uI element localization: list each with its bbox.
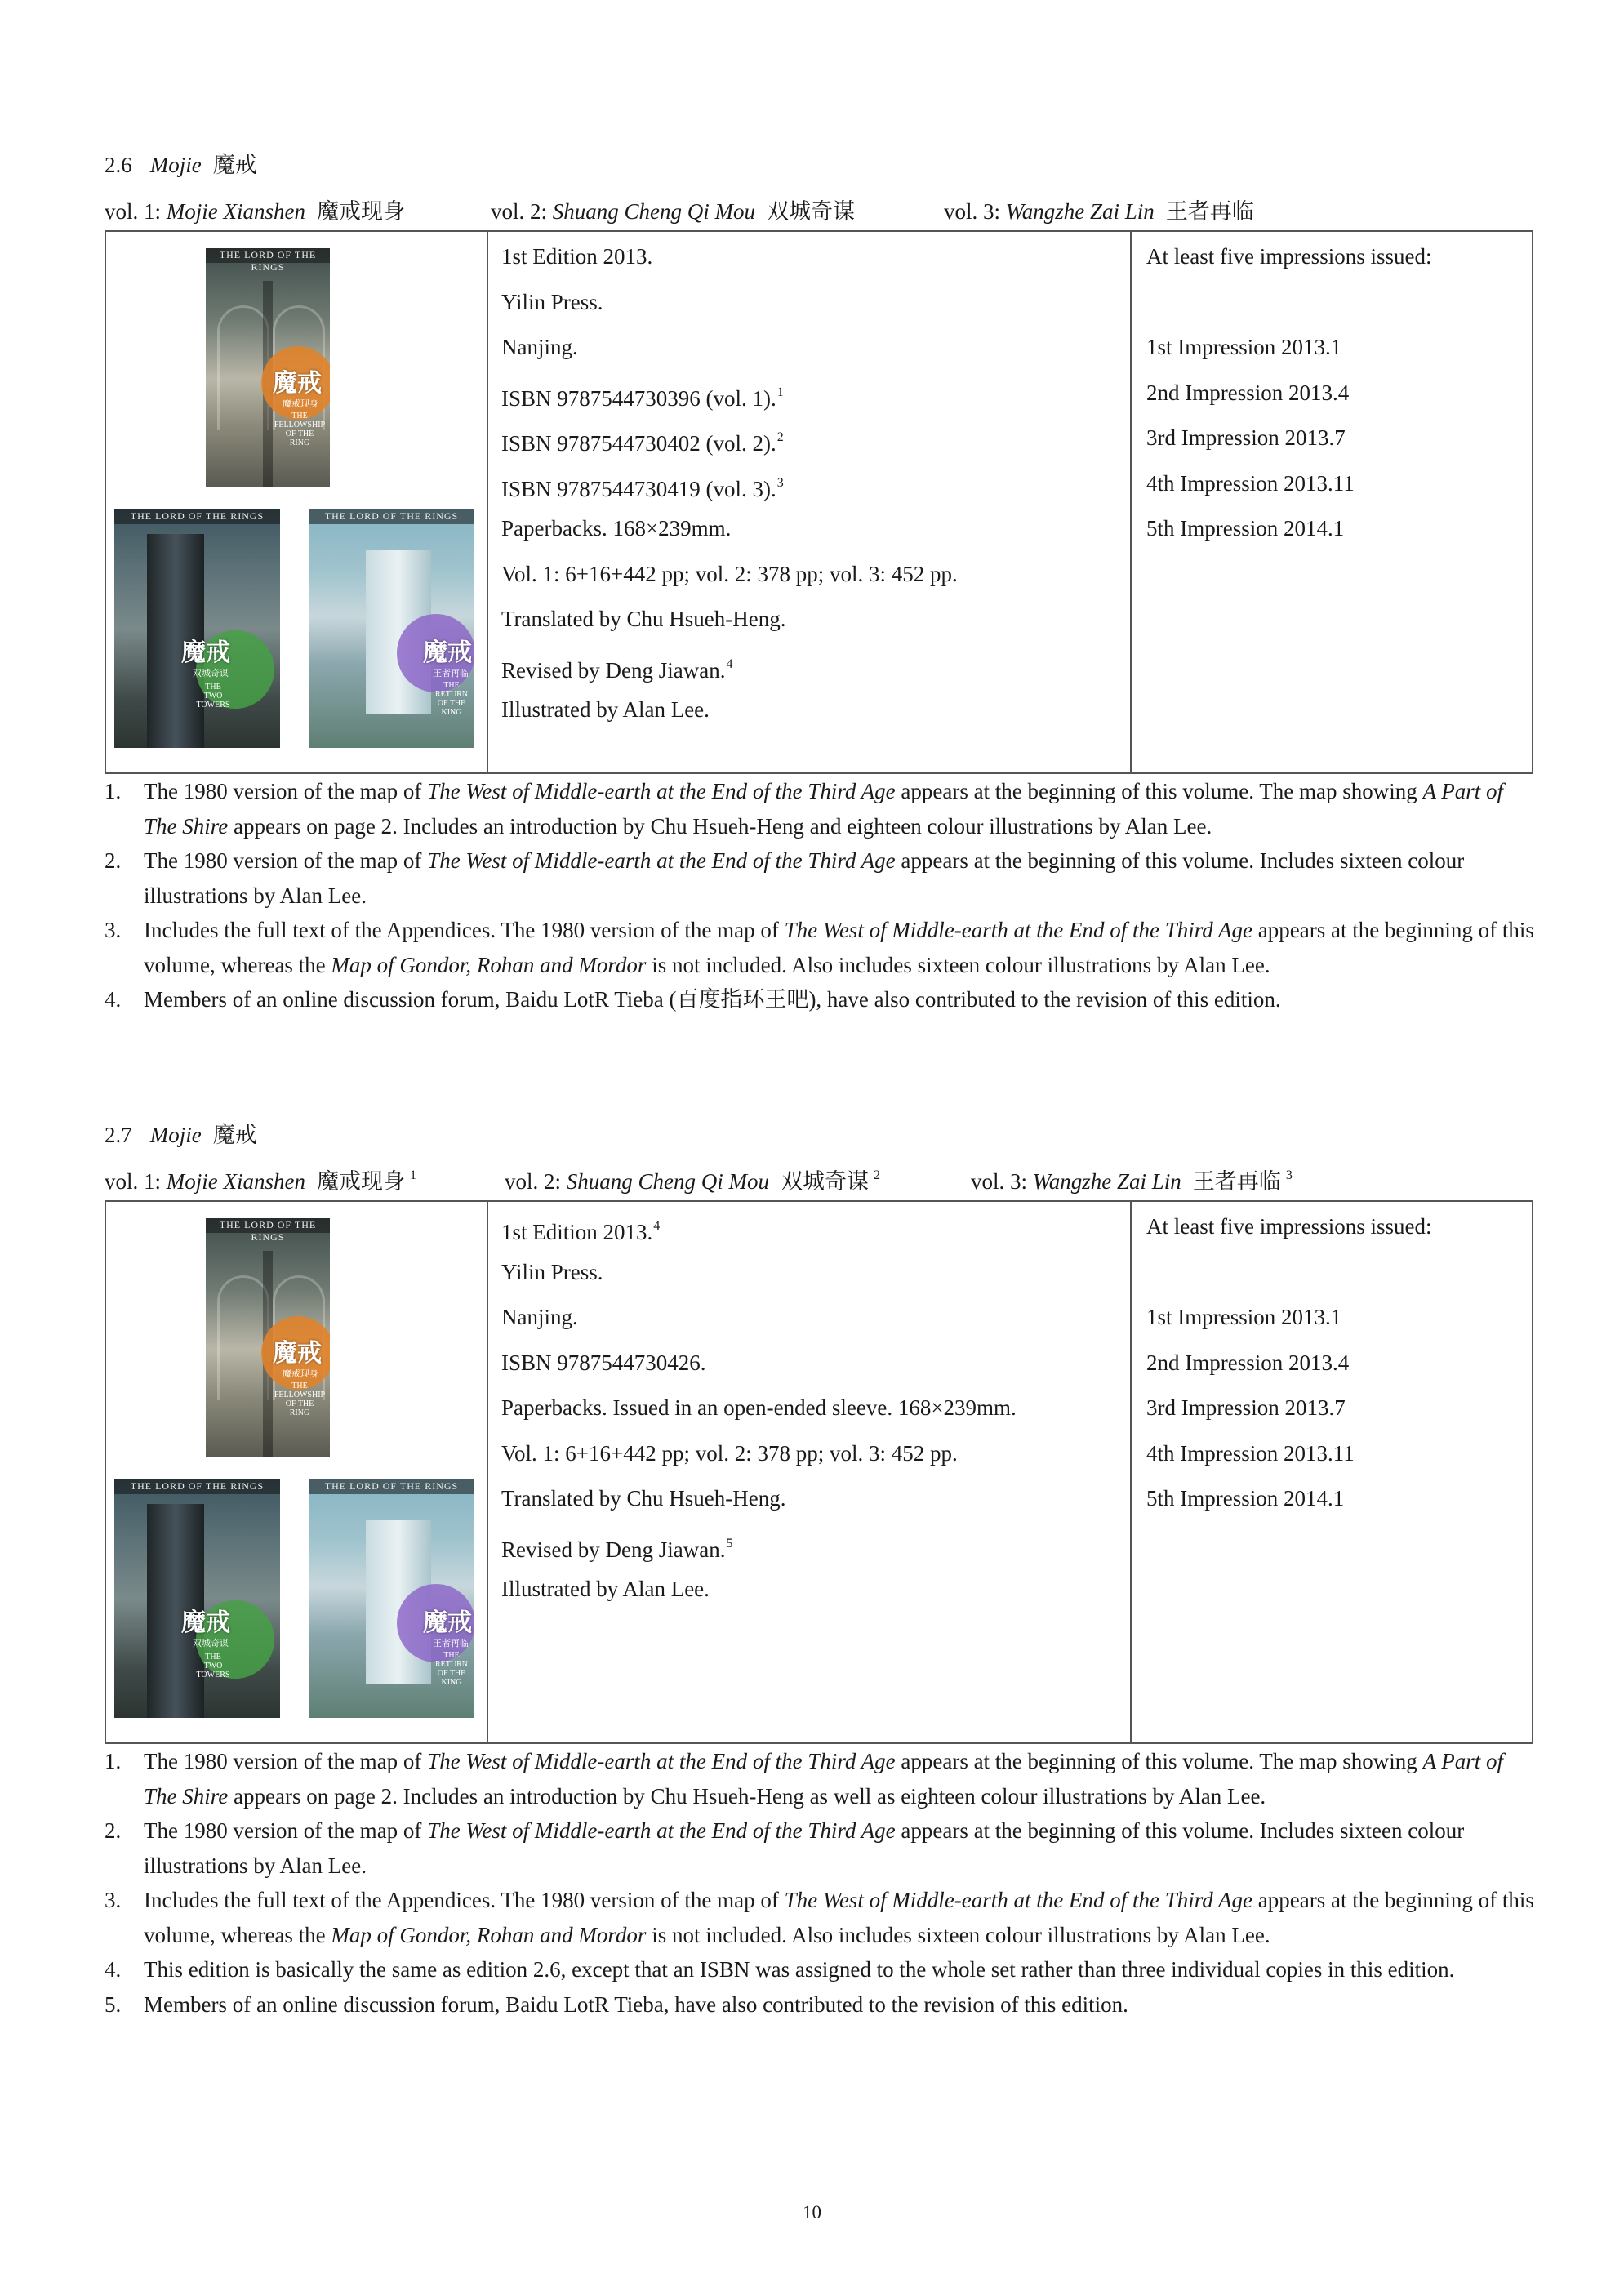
volume-prefix: vol. 3:: [971, 1169, 1033, 1194]
cover-english-word: KING: [441, 708, 462, 717]
cover-subtitle: 魔戒现身: [283, 1368, 318, 1379]
volume-roman: Wangzhe Zai Lin: [1005, 199, 1155, 224]
detail-line: [501, 1437, 1130, 1483]
book-cover-image: [114, 1479, 280, 1718]
cover-english-word: TWO: [203, 1662, 223, 1671]
volume-title: [971, 1164, 1293, 1195]
footnote-text: The 1980 version of the map of: [144, 1818, 428, 1843]
footnote: [105, 1883, 1542, 1952]
footnote-ref: 1: [409, 1168, 416, 1182]
impression-item: [1146, 376, 1522, 422]
cover-english-word: TOWERS: [196, 1671, 230, 1680]
cover-english-title: [271, 1382, 328, 1417]
impressions-header-text: At least five impressions issued:: [1146, 1214, 1432, 1239]
footnote: [105, 1952, 1542, 1987]
impression-text: 3rd Impression 2013.7: [1146, 1395, 1346, 1420]
cover-brand: THE LORD OF THE RINGS: [130, 510, 265, 522]
footnote: [105, 1744, 1542, 1813]
cover-subtitle: 王者再临: [433, 668, 469, 679]
impression-item: [1146, 1391, 1522, 1437]
section-title: [105, 1117, 257, 1149]
impression-item: [1146, 421, 1522, 467]
detail-text: Illustrated by Alan Lee.: [501, 697, 710, 722]
cover-arch: [217, 305, 269, 430]
cover-english-title: [271, 412, 328, 447]
book-cover-image: [309, 1479, 474, 1718]
cover-title: 魔戒: [273, 1339, 322, 1368]
detail-line: [501, 1482, 1130, 1528]
impression-text: 5th Impression 2014.1: [1146, 516, 1345, 541]
italic-title: The West of Middle-earth at the End of the Third Age: [427, 848, 896, 873]
detail-line: [501, 1391, 1130, 1437]
footnote-ref: 2: [776, 430, 784, 444]
detail-text: Revised by Deng Jiawan.: [501, 657, 726, 683]
volume-title: [491, 194, 855, 225]
cover-english-word: THE: [443, 1651, 460, 1660]
detail-line: [501, 467, 1130, 513]
footnote-text: is not included. Also includes sixteen colour illustrations by Alan Lee.: [646, 952, 1270, 977]
cover-english-word: KING: [441, 1678, 462, 1687]
footnote-ref: 4: [653, 1219, 661, 1233]
volume-roman: Shuang Cheng Qi Mou: [566, 1169, 769, 1194]
cover-english-word: FELLOWSHIP: [274, 420, 326, 429]
volume-roman: Mojie Xianshen: [166, 199, 305, 224]
volume-chinese: 王者再临: [1192, 1169, 1281, 1194]
cover-english-word: TOWERS: [196, 701, 230, 710]
blank-row: [1146, 1256, 1522, 1302]
footnote-number: 2.: [105, 1818, 122, 1843]
volume-title: [944, 194, 1254, 225]
volume-title: [105, 1164, 416, 1195]
book-cover-image: [206, 1218, 330, 1457]
cover-english-word: TWO: [203, 692, 223, 701]
volume-prefix: vol. 2:: [505, 1169, 567, 1194]
title-chinese: 魔戒: [212, 1123, 257, 1147]
cover-english-word: THE: [291, 1382, 308, 1391]
impression-item: [1146, 467, 1522, 513]
edition-details: [501, 1210, 1130, 1618]
footnote-number: 3.: [105, 918, 122, 942]
detail-line: [501, 512, 1130, 558]
volume-chinese: 魔戒现身: [316, 1169, 405, 1194]
book-cover-image: [114, 509, 280, 748]
cover-brand: THE LORD OF THE RINGS: [324, 510, 459, 522]
footnote-text: The 1980 version of the map of: [144, 848, 428, 873]
footnote: [105, 1987, 1542, 2022]
detail-line: [501, 558, 1130, 603]
impression-item: [1146, 331, 1522, 376]
footnote-text: appears on page 2. Includes an introduction by Chu Hsueh-Heng as well as eighteen colour illustrations by Alan Lee.: [228, 1783, 1266, 1809]
detail-text: Nanjing.: [501, 1305, 578, 1329]
cover-english-word: OF THE: [285, 1399, 314, 1408]
italic-title: A Part of The Shire: [144, 779, 1504, 839]
volume-prefix: vol. 1:: [105, 199, 167, 224]
cover-subtitle: 魔戒现身: [283, 398, 318, 409]
footnote-text: appears at the beginning of this volume. The map showing: [895, 779, 1423, 803]
impressions-list: [1146, 1210, 1522, 1528]
volume-title: [505, 1164, 880, 1195]
detail-line: [501, 421, 1130, 467]
detail-text: Yilin Press.: [501, 1259, 603, 1284]
footnote-number: 4.: [105, 1957, 122, 1982]
footnote-text: Includes the full text of the Appendices. The 1980 version of the map of: [144, 1888, 785, 1912]
impression-text: 1st Impression 2013.1: [1146, 335, 1342, 359]
impression-text: 4th Impression 2013.11: [1146, 1440, 1355, 1466]
detail-line: [501, 1210, 1130, 1256]
footnotes: [105, 774, 1542, 1017]
cover-english-title: [423, 1651, 474, 1687]
footnote-ref: 3: [776, 475, 784, 490]
italic-title: The West of Middle-earth at the End of the Third Age: [784, 918, 1253, 942]
cover-english-word: FELLOWSHIP: [274, 1391, 326, 1399]
volume-chinese: 双城奇谋: [767, 199, 855, 224]
detail-line: [501, 1573, 1130, 1618]
column-divider: [1130, 1202, 1132, 1742]
detail-text: Paperbacks. 168×239mm.: [501, 516, 732, 541]
cover-brand: THE LORD OF THE RINGS: [219, 249, 317, 273]
footnote-text: The 1980 version of the map of: [144, 1749, 428, 1773]
title-roman: Mojie: [149, 153, 202, 177]
column-divider: [1130, 232, 1132, 772]
volume-prefix: vol. 3:: [944, 199, 1006, 224]
cover-subtitle: 王者再临: [433, 1638, 469, 1649]
volume-chinese: 双城奇谋: [781, 1169, 869, 1194]
impressions-header: [1146, 1210, 1522, 1256]
footnote-ref: 3: [1285, 1168, 1293, 1182]
cover-english-word: RETURN: [435, 1660, 468, 1669]
impression-item: [1146, 512, 1522, 558]
cover-english-word: THE: [443, 681, 460, 690]
edition-table: [105, 230, 1533, 774]
cover-title: 魔戒: [181, 1609, 230, 1637]
footnotes: [105, 1744, 1542, 2022]
detail-text: 1st Edition 2013.: [501, 1220, 653, 1244]
blank-row: [1146, 286, 1522, 331]
footnote-text: appears at the beginning of this volume. Includes sixteen colour illustrations by Alan Lee.: [144, 848, 1465, 908]
title-roman: Mojie: [149, 1123, 202, 1147]
footnote-text: Includes the full text of the Appendices. The 1980 version of the map of: [144, 918, 785, 942]
detail-text: Nanjing.: [501, 335, 578, 359]
footnote-text: is not included. Also includes sixteen colour illustrations by Alan Lee.: [646, 1922, 1270, 1947]
detail-text: ISBN 9787544730396 (vol. 1).: [501, 385, 776, 411]
volume-chinese: 魔戒现身: [316, 199, 405, 224]
cover-subtitle: 双城奇谋: [193, 1638, 229, 1649]
cover-brand: THE LORD OF THE RINGS: [324, 1480, 459, 1492]
detail-text: Translated by Chu Hsueh-Heng.: [501, 607, 786, 631]
detail-line: [501, 240, 1130, 286]
impression-item: [1146, 1301, 1522, 1346]
cover-english-title: [185, 1653, 242, 1680]
impression-text: 1st Impression 2013.1: [1146, 1305, 1342, 1329]
impression-item: [1146, 1482, 1522, 1528]
impression-text: 2nd Impression 2013.4: [1146, 380, 1350, 405]
cover-images-cell: [106, 1202, 490, 1742]
detail-text: 1st Edition 2013.: [501, 244, 653, 269]
detail-text: ISBN 9787544730426.: [501, 1350, 706, 1375]
impression-text: 5th Impression 2014.1: [1146, 1486, 1345, 1511]
cover-english-word: RING: [289, 1408, 310, 1417]
cover-english-word: OF THE: [437, 699, 466, 708]
impression-item: [1146, 1346, 1522, 1392]
edition-table: [105, 1200, 1533, 1744]
volume-prefix: vol. 2:: [491, 199, 553, 224]
footnote-text: appears at the beginning of this volume, whereas the: [144, 1888, 1534, 1947]
volume-roman: Shuang Cheng Qi Mou: [552, 199, 755, 224]
detail-text: Translated by Chu Hsueh-Heng.: [501, 1486, 786, 1511]
impression-text: 4th Impression 2013.11: [1146, 470, 1355, 496]
italic-title: Map of Gondor, Rohan and Mordor: [331, 1922, 647, 1947]
volume-prefix: vol. 1:: [105, 1169, 167, 1194]
section-title: [105, 147, 257, 179]
footnote-number: 2.: [105, 848, 122, 873]
footnote-text: This edition is basically the same as edition 2.6, except that an ISBN was assigned to the whole set rather than three individual copies in this edition.: [144, 1957, 1455, 1982]
detail-line: [501, 1301, 1130, 1346]
detail-text: Vol. 1: 6+16+442 pp; vol. 2: 378 pp; vol. 3: 452 pp.: [501, 561, 958, 586]
detail-text: Yilin Press.: [501, 289, 603, 314]
italic-title: The West of Middle-earth at the End of the Third Age: [427, 1749, 896, 1773]
footnote-text: appears at the beginning of this volume. The map showing: [895, 1749, 1423, 1773]
footnote-ref: 2: [874, 1168, 880, 1182]
book-cover-image: [309, 509, 474, 748]
cover-english-word: RETURN: [435, 690, 468, 699]
cover-english-word: THE: [205, 683, 221, 692]
footnote-ref: 1: [776, 385, 784, 399]
cover-images-cell: [106, 232, 490, 772]
footnote-text: The 1980 version of the map of: [144, 779, 428, 803]
detail-line: [501, 1346, 1130, 1392]
detail-line: [501, 1256, 1130, 1302]
footnote-number: 5.: [105, 1991, 122, 2017]
cover-arch: [217, 1275, 269, 1400]
cover-english-word: THE: [205, 1653, 221, 1662]
footnote-ref: 4: [726, 656, 733, 671]
cover-brand: THE LORD OF THE RINGS: [130, 1480, 265, 1492]
section-number: 2.6: [105, 153, 132, 177]
detail-line: [501, 603, 1130, 648]
cover-title: 魔戒: [423, 639, 472, 667]
footnote-number: 1.: [105, 1749, 122, 1773]
detail-text: Illustrated by Alan Lee.: [501, 1577, 710, 1601]
detail-text: Vol. 1: 6+16+442 pp; vol. 2: 378 pp; vol. 3: 452 pp.: [501, 1440, 958, 1466]
detail-line: [501, 286, 1130, 331]
footnote-text: Members of an online discussion forum, Baidu LotR Tieba, have also contributed to the revision of this edition.: [144, 1991, 1128, 2017]
cover-english-word: OF THE: [285, 429, 314, 438]
footnote-text: appears at the beginning of this volume, whereas the: [144, 918, 1534, 977]
footnote: [105, 843, 1542, 913]
italic-title: A Part of The Shire: [144, 1749, 1504, 1809]
detail-line: [501, 331, 1130, 376]
footnote-number: 3.: [105, 1888, 122, 1912]
footnote: [105, 1813, 1542, 1883]
volume-title: [105, 194, 405, 225]
footnote-text: appears at the beginning of this volume. Includes sixteen colour illustrations by Alan Lee.: [144, 1818, 1465, 1878]
footnote-ref: 5: [726, 1536, 733, 1551]
cover-title: 魔戒: [423, 1609, 472, 1637]
impressions-list: [1146, 240, 1522, 558]
footnote: [105, 982, 1542, 1017]
volume-chinese: 王者再临: [1165, 199, 1254, 224]
volume-roman: Wangzhe Zai Lin: [1032, 1169, 1181, 1194]
detail-line: [501, 648, 1130, 694]
cover-brand: THE LORD OF THE RINGS: [219, 1219, 317, 1243]
footnote-number: 1.: [105, 779, 122, 803]
footnote: [105, 913, 1542, 982]
cover-english-word: OF THE: [437, 1669, 466, 1678]
impressions-header: [1146, 240, 1522, 286]
cover-subtitle: 双城奇谋: [193, 668, 229, 679]
volume-roman: Mojie Xianshen: [166, 1169, 305, 1194]
book-cover-image: [206, 248, 330, 487]
italic-title: The West of Middle-earth at the End of the Third Age: [427, 779, 896, 803]
cover-title: 魔戒: [273, 369, 322, 398]
detail-line: [501, 376, 1130, 422]
detail-text: ISBN 9787544730402 (vol. 2).: [501, 431, 776, 456]
cover-english-word: THE: [291, 412, 308, 420]
section-number: 2.7: [105, 1123, 132, 1147]
cover-english-title: [185, 683, 242, 710]
detail-line: [501, 693, 1130, 739]
impressions-header-text: At least five impressions issued:: [1146, 244, 1432, 269]
detail-text: Paperbacks. Issued in an open-ended sleeve. 168×239mm.: [501, 1395, 1017, 1420]
italic-title: The West of Middle-earth at the End of the Third Age: [784, 1888, 1253, 1912]
detail-line: [501, 1528, 1130, 1573]
title-chinese: 魔戒: [212, 153, 257, 177]
cover-title: 魔戒: [181, 639, 230, 667]
italic-title: Map of Gondor, Rohan and Mordor: [331, 952, 647, 977]
italic-title: The West of Middle-earth at the End of the Third Age: [427, 1818, 896, 1843]
edition-details: [501, 240, 1130, 739]
impression-text: 2nd Impression 2013.4: [1146, 1350, 1350, 1375]
impression-text: 3rd Impression 2013.7: [1146, 425, 1346, 450]
cover-english-word: RING: [289, 438, 310, 447]
footnote-number: 4.: [105, 987, 122, 1012]
footnote: [105, 774, 1542, 843]
page-number: 10: [803, 2202, 821, 2223]
detail-text: Revised by Deng Jiawan.: [501, 1537, 726, 1562]
footnote-text: appears on page 2. Includes an introduction by Chu Hsueh-Heng and eighteen colour illustrations by Alan Lee.: [228, 813, 1212, 839]
footnote-text: Members of an online discussion forum, Baidu LotR Tieba (百度指环王吧), have also contributed to the revision of this edition.: [144, 987, 1281, 1012]
cover-english-title: [423, 681, 474, 717]
impression-item: [1146, 1437, 1522, 1483]
detail-text: ISBN 9787544730419 (vol. 3).: [501, 476, 776, 501]
